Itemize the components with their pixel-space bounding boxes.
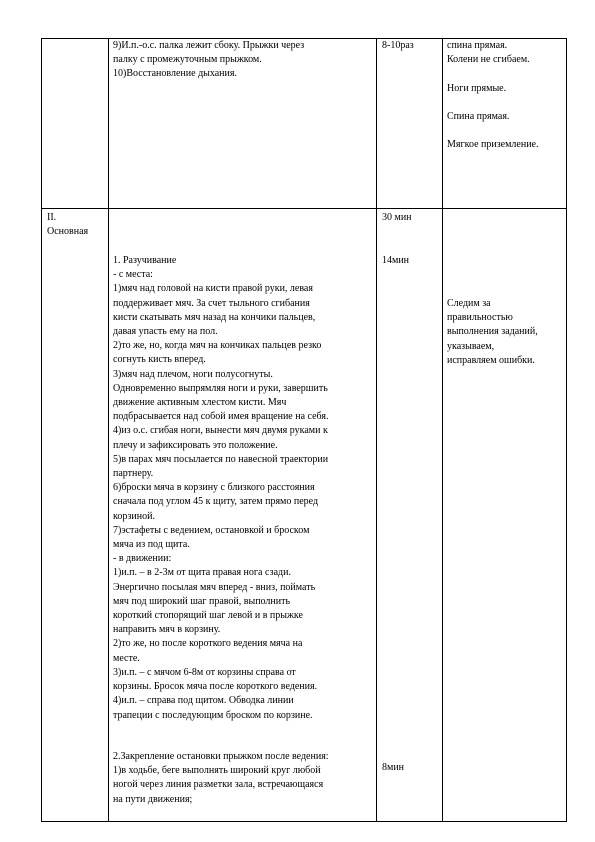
row2-dosage-part2 (382, 761, 404, 775)
row1-note-line: Колени не сгибаем. (447, 54, 530, 66)
content-line: плечу и зафиксировать это положение. (113, 439, 278, 451)
row1-note-line (447, 124, 539, 138)
content-line: короткий стопорящий шаг левой и в прыжке (113, 610, 303, 622)
row-divider (41, 208, 567, 209)
row1-content-line: 10)Восстановление дыхания. (113, 68, 237, 80)
row2-content-bottom (113, 750, 329, 807)
content-line: поддерживает мяч. За счет тыльного сгибания (113, 297, 310, 309)
row1-dosage (382, 39, 414, 53)
content-line: мяча из под щита. (113, 539, 190, 551)
row1-note-line: Ноги прямые. (447, 82, 507, 94)
row2-section (47, 211, 88, 239)
content-line: 1)мяч над головой на кисти правой руки, левая (113, 283, 313, 295)
column-divider-content (376, 38, 377, 822)
content-line: 2)то же, но, когда мяч на кончиках пальцев резко (113, 340, 322, 352)
table-bottom-border (41, 821, 567, 822)
note-line: Следим за (447, 298, 491, 309)
content-line: 5)в парах мяч посылается по навесной траектории (113, 453, 329, 465)
content-line: трапеции с последующим броском по корзине. (113, 709, 313, 721)
content-line: - с места: (113, 269, 153, 281)
row1-content (113, 39, 304, 82)
row2-content-top (113, 254, 328, 723)
note-line: выполнения заданий, (447, 326, 538, 338)
section-number: II. (47, 212, 57, 223)
content-line: 7)эстафеты с ведением, остановкой и броском (113, 524, 310, 536)
content-line: 4)из о.с. сгибая ноги, вынести мяч двумя руками к (113, 425, 328, 437)
row1-notes (447, 39, 539, 153)
note-line: исправляем ошибки. (447, 354, 535, 366)
row2-dosage-part1 (382, 254, 409, 268)
content-line: Одновременно выпрямляя ноги и руки, завершить (113, 382, 328, 394)
row1-content-line: 9)И.п.-о.с. палка лежит сбоку. Прыжки через (113, 40, 305, 51)
content-line: 2)то же, но после короткого ведения мяча на (113, 638, 303, 650)
row1-content-line: палку с промежуточным прыжком. (113, 54, 262, 66)
content-line: кисти скатывать мяч назад на кончики пальцев, (113, 311, 316, 323)
content-line: партнеру. (113, 468, 154, 480)
column-divider-section (108, 38, 109, 822)
row1-note-line: Мягкое приземление. (447, 139, 539, 151)
content-line: месте. (113, 652, 140, 664)
content-line: 1)и.п. – в 2-3м от щита правая нога сзади. (113, 567, 291, 579)
content-line: ногой через линия разметки зала, встречающаяся (113, 779, 324, 791)
content-line: 3)и.п. – с мячом 6-8м от корзины справа от (113, 666, 296, 678)
content-line: 1)в ходьбе, беге выполнять широкий круг любой (113, 765, 321, 777)
content-line: Энергично посылая мяч вперед - вниз, поймать (113, 581, 316, 593)
content-line: давая упасть ему на пол. (113, 326, 218, 338)
row1-note-line (447, 67, 539, 81)
column-divider-dosage (442, 38, 443, 822)
row1-note-line (447, 96, 539, 110)
content-line: 2.Закрепление остановки прыжком после ведения: (113, 751, 329, 762)
table-right-border (566, 38, 567, 822)
content-line: корзиной. (113, 510, 155, 522)
content-line: направить мяч в корзину. (113, 624, 221, 636)
content-line: движение активным хлестом кисти. Мяч (113, 397, 287, 409)
dosage-line: 8мин (382, 762, 405, 773)
content-line: подбрасывается над собой имея вращение на себя. (113, 411, 329, 423)
content-line: корзины. Бросок мяча после короткого ведения. (113, 681, 318, 693)
note-line: правильностью (447, 312, 513, 324)
row2-dosage-total (382, 211, 412, 225)
dosage-line: 14мин (382, 255, 410, 266)
content-line: 4)и.п. – справа под щитом. Обводка линии (113, 695, 294, 707)
dosage-line: 30 мин (382, 212, 412, 223)
note-line: указываем, (447, 340, 495, 352)
content-line: 6)броски мяча в корзину с близкого расстояния (113, 482, 315, 494)
content-line: 1. Разучивание (113, 255, 177, 266)
row1-note-line: спина прямая. (447, 40, 508, 51)
row1-note-line: Спина прямая. (447, 111, 510, 123)
content-line: согнуть кисть вперед. (113, 354, 206, 366)
content-line: 3)мяч над плечом, ноги полусогнуты. (113, 368, 273, 380)
content-line: мяч под широкий шаг правой, выполнить (113, 595, 291, 607)
section-title: Основная (47, 226, 89, 238)
content-line: сначала под углом 45 к щиту, затем прямо перед (113, 496, 319, 508)
row2-notes (447, 297, 538, 368)
content-line: на пути движения; (113, 793, 193, 805)
row1-dosage-line: 8-10раз (382, 40, 414, 51)
table-left-border (41, 38, 42, 822)
content-line: - в движении: (113, 553, 172, 565)
